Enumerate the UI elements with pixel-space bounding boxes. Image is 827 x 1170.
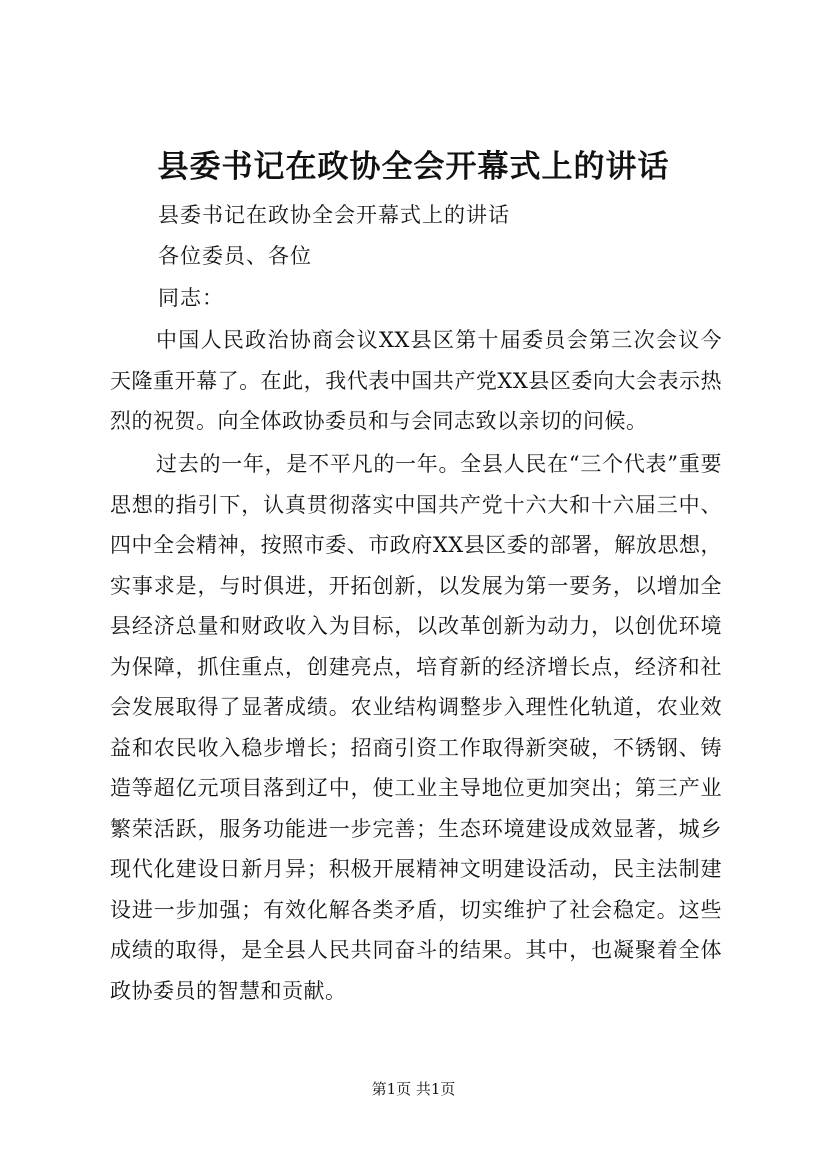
document-subtitle: 县委书记在政协全会开幕式上的讲话	[158, 203, 510, 227]
paragraph-review: 过去的一年，是不平凡的一年。全县人民在“三个代表”重要思想的指引下，认真贯彻落实中国共产党十六大和十六届三中、四中全会精神，按照市委、市政府XX县区委的部署，解放思想，实事求是，与时俱进，开拓创新，以发展为第一要务，以增加全县经济总量和财政收入为目标，以改革创新为动力，以创优环境为保障，抓住重点，创建亮点，培育新的经济增长点，经济和社会发展取得了显著成绩。农业结构调整步入理性化轨道，农业效益和农民收入稳步增长；招商引资工作取得新突破，不锈钢、铸造等超亿元项目落到辽中，使工业主导地位更加突出；第三产业繁荣活跃，服务功能进一步完善；生态环境建设成效显著，城乡现代化建设日新月异；积极开展精神文明建设活动，民主法制建设进一步加强；有效化解各类矛盾，切实维护了社会稳定。这些成绩的取得，是全县人民共同奋斗的结果。其中，也凝聚着全体政协委员的智慧和贡献。	[110, 452, 722, 1003]
paragraph-opening: 中国人民政治协商会议XX县区第十届委员会第三次会议今天隆重开幕了。在此，我代表中国共产党XX县区委向大会表示热烈的祝贺。向全体政协委员和与会同志致以亲切的问候。	[110, 328, 722, 433]
salutation-line-2: 同志：	[158, 286, 224, 310]
document-title: 县委书记在政协全会开幕式上的讲话	[157, 149, 670, 185]
page-footer: 第1页 共1页	[371, 1080, 456, 1098]
salutation-line-1: 各位委员、各位	[158, 244, 312, 268]
